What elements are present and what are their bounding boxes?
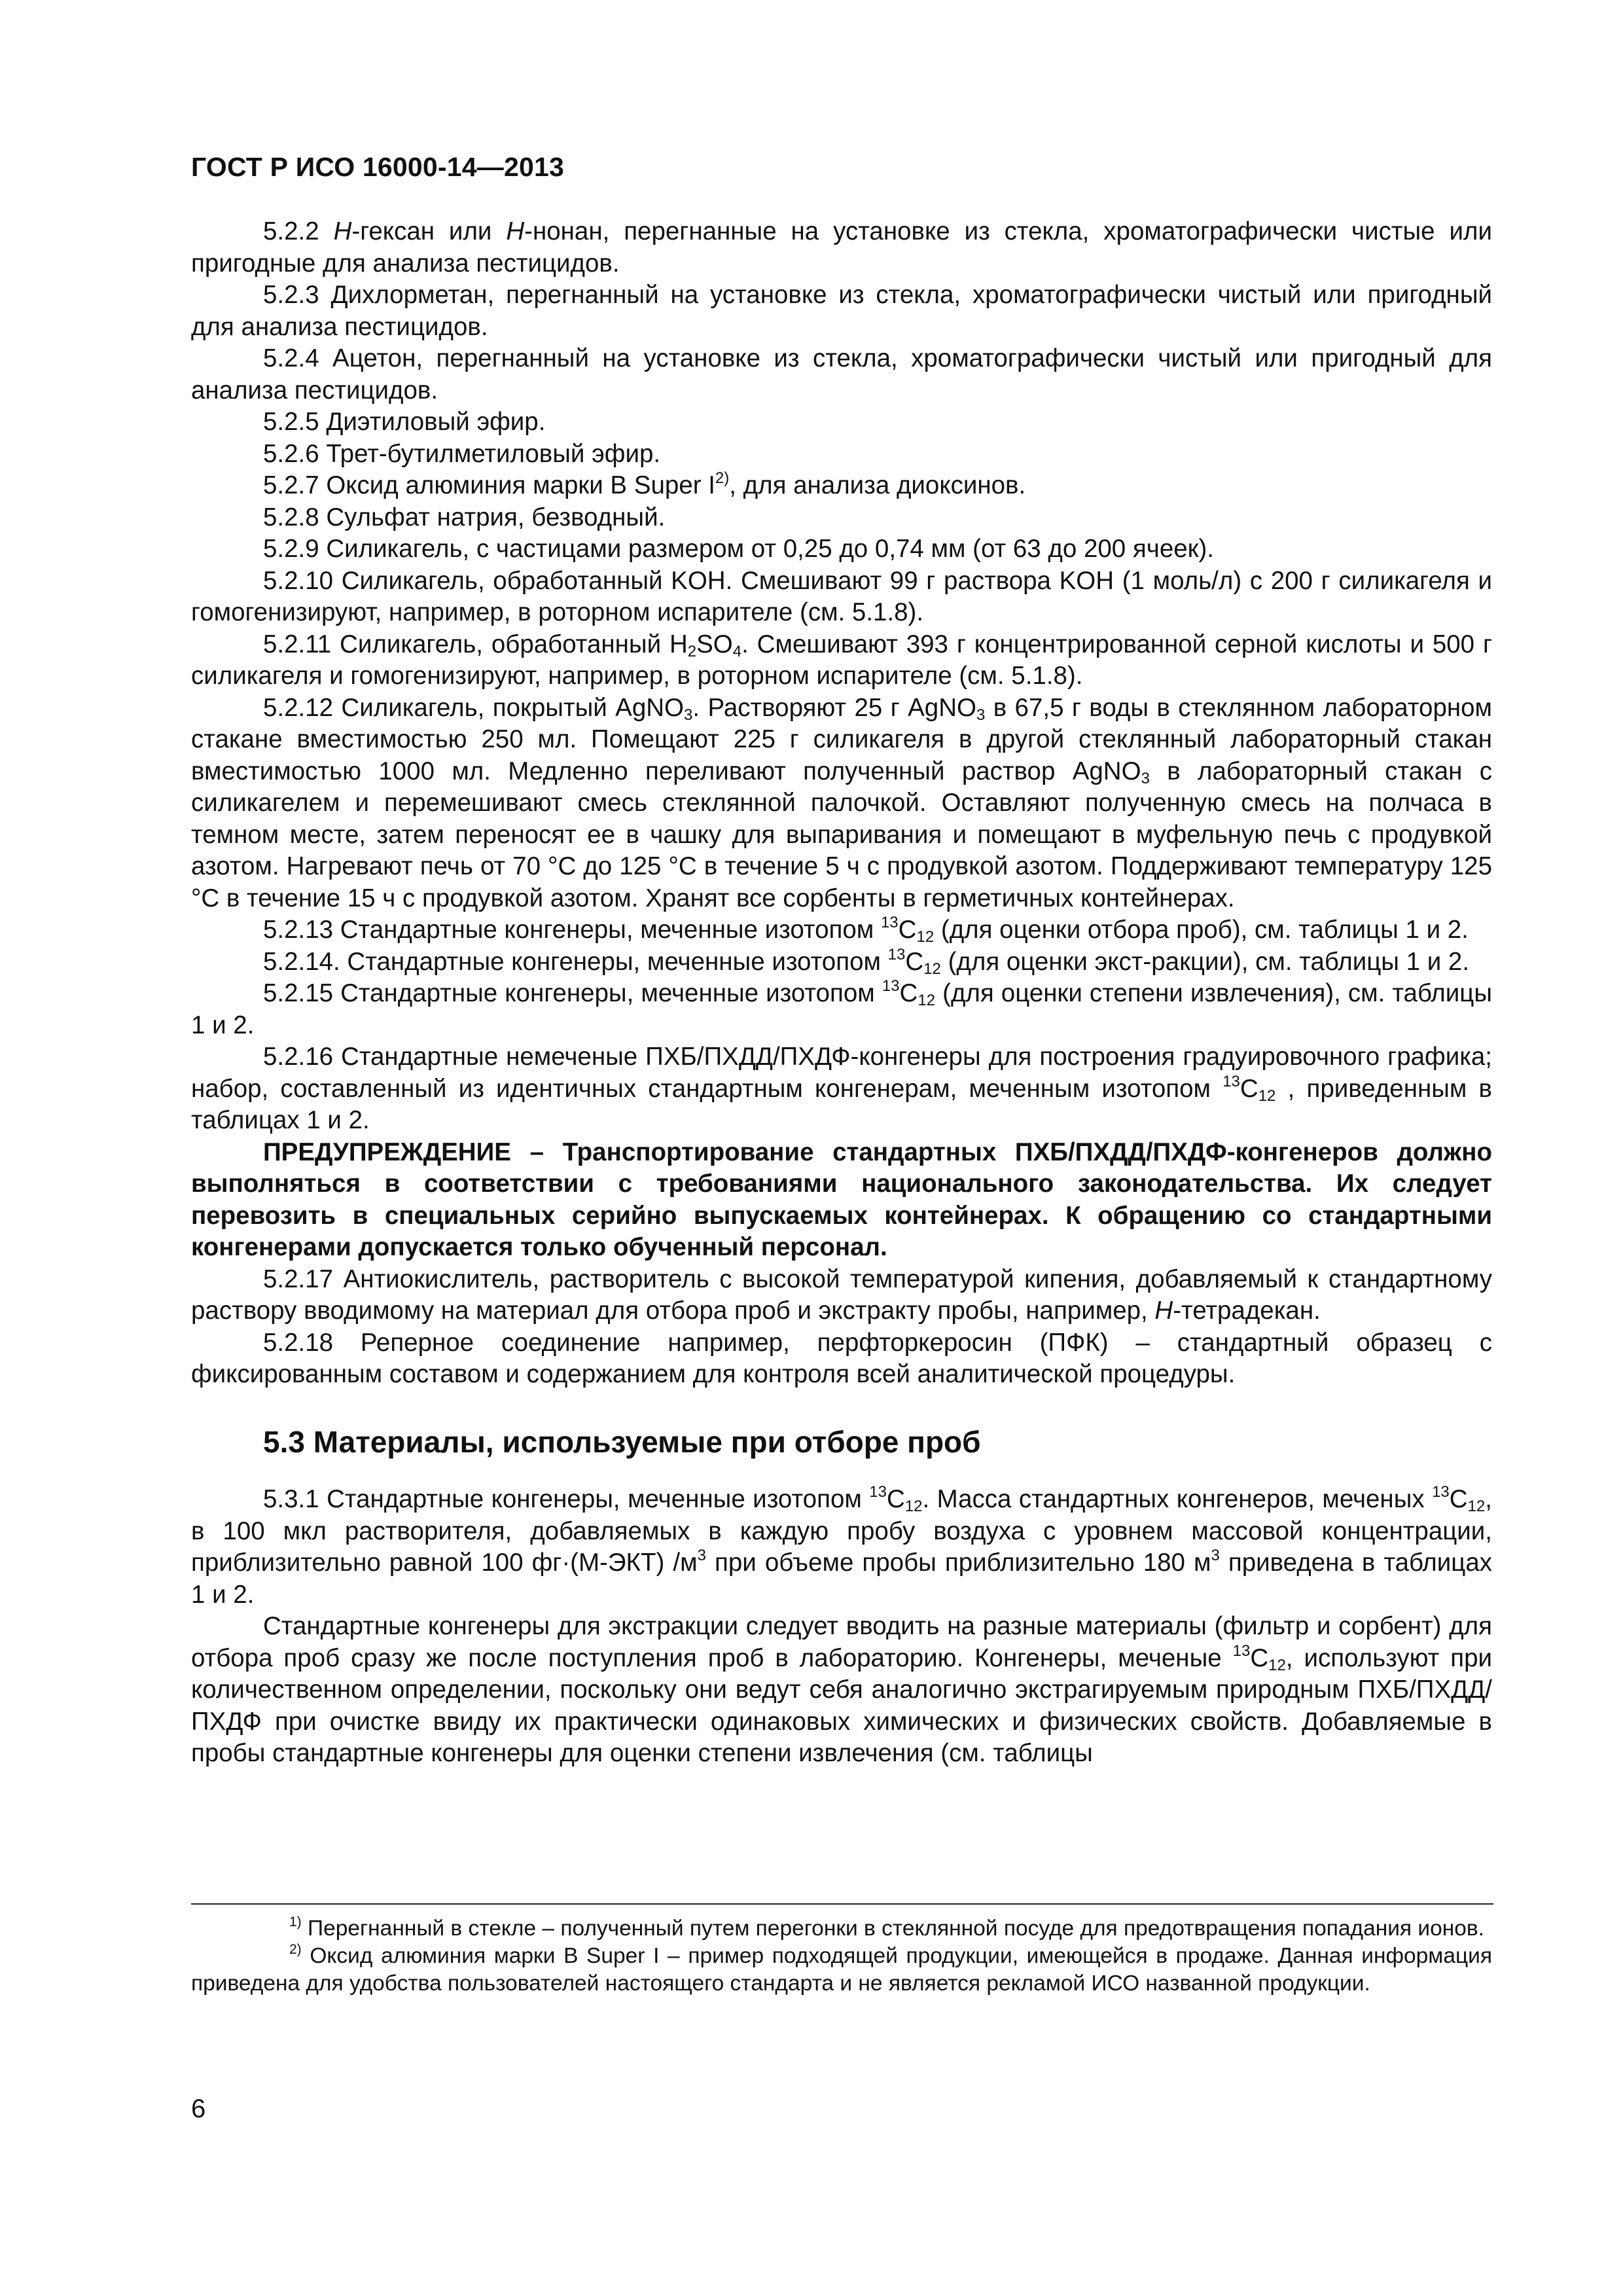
clause-5-2-2: 5.2.2 Н-гексан или Н-нонан, перегнанные на установке из стекла, хроматографически чистые или пригодные для анализа пестицидов.	[191, 217, 1492, 278]
clause-5-2-9: 5.2.9 Силикагель, с частицами размером от 0,25 до 0,74 мм (от 63 до 200 ячеек).	[263, 535, 1214, 563]
clause-5-2-6: 5.2.6 Трет-бутилметиловый эфир.	[263, 439, 661, 468]
warning-paragraph: ПРЕДУПРЕЖДЕНИЕ – Транспортирование стандартных ПХБ/ПХДД/ПХДФ-конгенеров должно выполняться в соответствии с требованиями национального законодательства. Их следует перевозить в специальных серийно выпускаемых контейнерах. К обращению со стандартными конгенерами допускается только обученный персонал.	[191, 1138, 1492, 1261]
footnote-2: $^{2)}$ Оксид алюминия марки B Super I – пример подходящей продукции, имеющейся в продаже. Данная информация приведена для удобства пользователей настоящего стандарта и не является рекламой ИСО названной продукции.	[191, 1942, 1492, 1996]
page-number: 6	[191, 2094, 206, 2123]
document-body	[191, 216, 1492, 1770]
clause-5-3-1: 5.3.1 Стандартные конгенеры, меченные изотопом $^{13}C_{12}$. Масса стандартных конгенеров, меченых $^{13}C_{12}$, в 100 мкл растворителя, добавляемых в каждую пробу воздуха с уровнем массовой концентрации, приблизительно равной 100 фг·(М-ЭКТ) $/м^3$ при объеме пробы приблизительно 180 $м^3$ приведена в таблицах 1 и 2.	[191, 1483, 1492, 1609]
footnote-separator	[191, 1903, 1493, 1905]
footnote-1: $^{1)}$ Перегнанный в стекле – полученный путем перегонки в стеклянной посуде для предотвращения попадания ионов.	[289, 1914, 1484, 1941]
document-header: ГОСТ Р ИСО 16000-14—2013	[191, 152, 564, 182]
clause-5-2-8: 5.2.8 Сульфат натрия, безводный.	[263, 503, 666, 531]
clause-5-3-1-para-2: Стандартные конгенеры для экстракции следует вводить на разные материалы (фильтр и сорбент) для отбора проб сразу же после поступления проб в лабораторию. Конгенеры, меченые $^{13}C_{12}$, используют при количественном определении, поскольку они ведут себя аналогично экстрагируемым природным ПХБ/ПХДД/ПХДФ при очистке ввиду их практически одинаковых химических и физических свойств. Добавляемые в пробы стандартные конгенеры для оценки степени извлечения (см. таблицы	[191, 1612, 1493, 1767]
section-title: 5.3 Материалы, используемые при отборе проб	[263, 1424, 981, 1459]
clause-5-2-14: 5.2.14. Стандартные конгенеры, меченные изотопом $^{13}C_{12}$ (для оценки экст-ракции), см. таблицы 1 и 2.	[263, 945, 1470, 978]
clause-5-2-10: 5.2.10 Силикагель, обработанный KOH. Смешивают 99 г раствора KOH (1 моль/л) с 200 г силикагеля и гомогенизируют, например, в роторном испарителе (см. 5.1.8).	[191, 566, 1492, 626]
clause-5-2-11: 5.2.11 Силикагель, обработанный $H_2SO_4$. Смешивают 393 г концентрированной серной кислоты и 500 г силикагеля и гомогенизируют, например, в роторном испарителе (см. 5.1.8).	[191, 630, 1492, 690]
footnotes	[191, 1915, 1492, 1998]
clause-5-2-15: 5.2.15 Стандартные конгенеры, меченные изотопом $^{13}C_{12}$ (для оценки степени извлечения), см. таблицы 1 и 2.	[191, 977, 1492, 1039]
clause-5-2-5: 5.2.5 Диэтиловый эфир.	[263, 408, 546, 436]
clause-5-2-3: 5.2.3 Дихлорметан, перегнанный на установке из стекла, хроматографически чистый или пригодный для анализа пестицидов.	[191, 281, 1492, 341]
clause-5-2-18: 5.2.18 Реперное соединение например, перфторкеросин (ПФК) – стандартный образец с фиксированным составом и содержанием для контроля всей аналитической процедуры.	[191, 1328, 1492, 1388]
clause-5-2-17: 5.2.17 Антиокислитель, растворитель с высокой температурой кипения, добавляемый к стандартному раствору вводимому на материал для отбора проб и экстракту пробы, например, Н-тетрадекан.	[191, 1265, 1492, 1325]
clause-5-2-12: 5.2.12 Силикагель, покрытый AgNO$_3$. Растворяют 25 г AgNO$_3$ в 67,5 г воды в стеклянном лабораторном стакане вместимостью 250 мл. Помещают 225 г силикагеля в другой стеклянный лабораторный стакан вместимостью 1000 мл. Медленно переливают полученный раствор AgNO$_3$ в лабораторный стакан с силикагелем и перемешивают смесь стеклянной палочкой. Оставляют полученную смесь на полчаса в темном месте, затем переносят ее в чашку для выпаривания и помещают в муфельную печь с продувкой азотом. Нагревают печь от 70 °C до 125 °C в течение 5 ч с продувкой азотом. Поддерживают температуру 125 °C в течение 15 ч с продувкой азотом. Хранят все сорбенты в герметичных контейнерах.	[191, 693, 1492, 912]
clause-5-2-7: 5.2.7 Оксид алюминия марки B Super $I^{2)}$, для анализа диоксинов.	[263, 469, 1026, 499]
clause-5-2-13: 5.2.13 Стандартные конгенеры, меченные изотопом $^{13}C_{12}$ (для оценки отбора проб), см. таблицы 1 и 2.	[263, 914, 1469, 946]
clause-5-2-4: 5.2.4 Ацетон, перегнанный на установке из стекла, хроматографически чистый или пригодный для анализа пестицидов.	[191, 344, 1492, 404]
clause-5-2-16: 5.2.16 Стандартные немеченые ПХБ/ПХДД/ПХДФ-конгенеры для построения градуировочного графика; набор, составленный из идентичных стандартным конгенерам, меченным изотопом $^{13}C_{12}$ , приведенным в таблицах 1 и 2.	[191, 1043, 1492, 1134]
